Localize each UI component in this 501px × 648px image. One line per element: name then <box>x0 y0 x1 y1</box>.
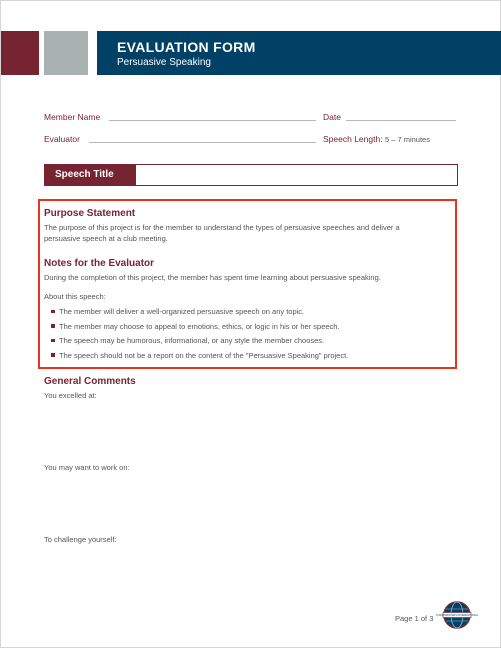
speech-title-label: Speech Title <box>45 165 136 185</box>
challenge-label: To challenge yourself: <box>44 535 117 544</box>
member-name-label: Member Name <box>44 112 101 122</box>
list-item: The member will deliver a well-organized persuasive speech on any topic. <box>51 307 348 322</box>
purpose-heading: Purpose Statement <box>44 208 136 219</box>
list-item: The member may choose to appeal to emotions, ethics, or logic in his or her speech. <box>51 322 348 337</box>
list-item: The speech may be humorous, informational, or any style the member chooses. <box>51 336 348 351</box>
page-number: Page 1 of 3 <box>395 614 434 623</box>
speech-title-field[interactable] <box>44 164 458 186</box>
work-on-label: You may want to work on: <box>44 463 130 472</box>
speech-length-value: 5 – 7 minutes <box>384 135 430 144</box>
date-field[interactable] <box>346 120 456 121</box>
form-title: EVALUATION FORM <box>117 39 256 55</box>
purpose-line-1: The purpose of this project is for the member to understand the types of persuasive speeches and deliver a <box>44 223 400 232</box>
purpose-line-2: persuasive speech at a club meeting. <box>44 234 168 243</box>
evaluator-field[interactable] <box>89 142 316 143</box>
evaluator-label: Evaluator <box>44 134 80 144</box>
header-gray-block <box>44 31 88 75</box>
notes-bullet-list <box>51 307 348 365</box>
notes-about: About this speech: <box>44 292 106 301</box>
member-name-field[interactable] <box>109 120 316 121</box>
general-comments-heading: General Comments <box>44 376 136 387</box>
speech-length-label: Speech Length: <box>323 134 383 144</box>
header-bar <box>97 31 501 75</box>
form-subtitle: Persuasive Speaking <box>117 57 211 68</box>
date-label: Date <box>323 112 341 122</box>
header-maroon-block <box>1 31 39 75</box>
notes-heading: Notes for the Evaluator <box>44 258 155 269</box>
notes-intro: During the completion of this project, the member has spent time learning about persuasive speaking. <box>44 273 381 282</box>
list-item: The speech should not be a report on the content of the "Persuasive Speaking" project. <box>51 351 348 366</box>
excelled-label: You excelled at: <box>44 391 97 400</box>
speech-length <box>323 134 430 144</box>
logo-text: TOASTMASTERS INTERNATIONAL <box>435 614 479 618</box>
toastmasters-logo <box>435 601 479 629</box>
